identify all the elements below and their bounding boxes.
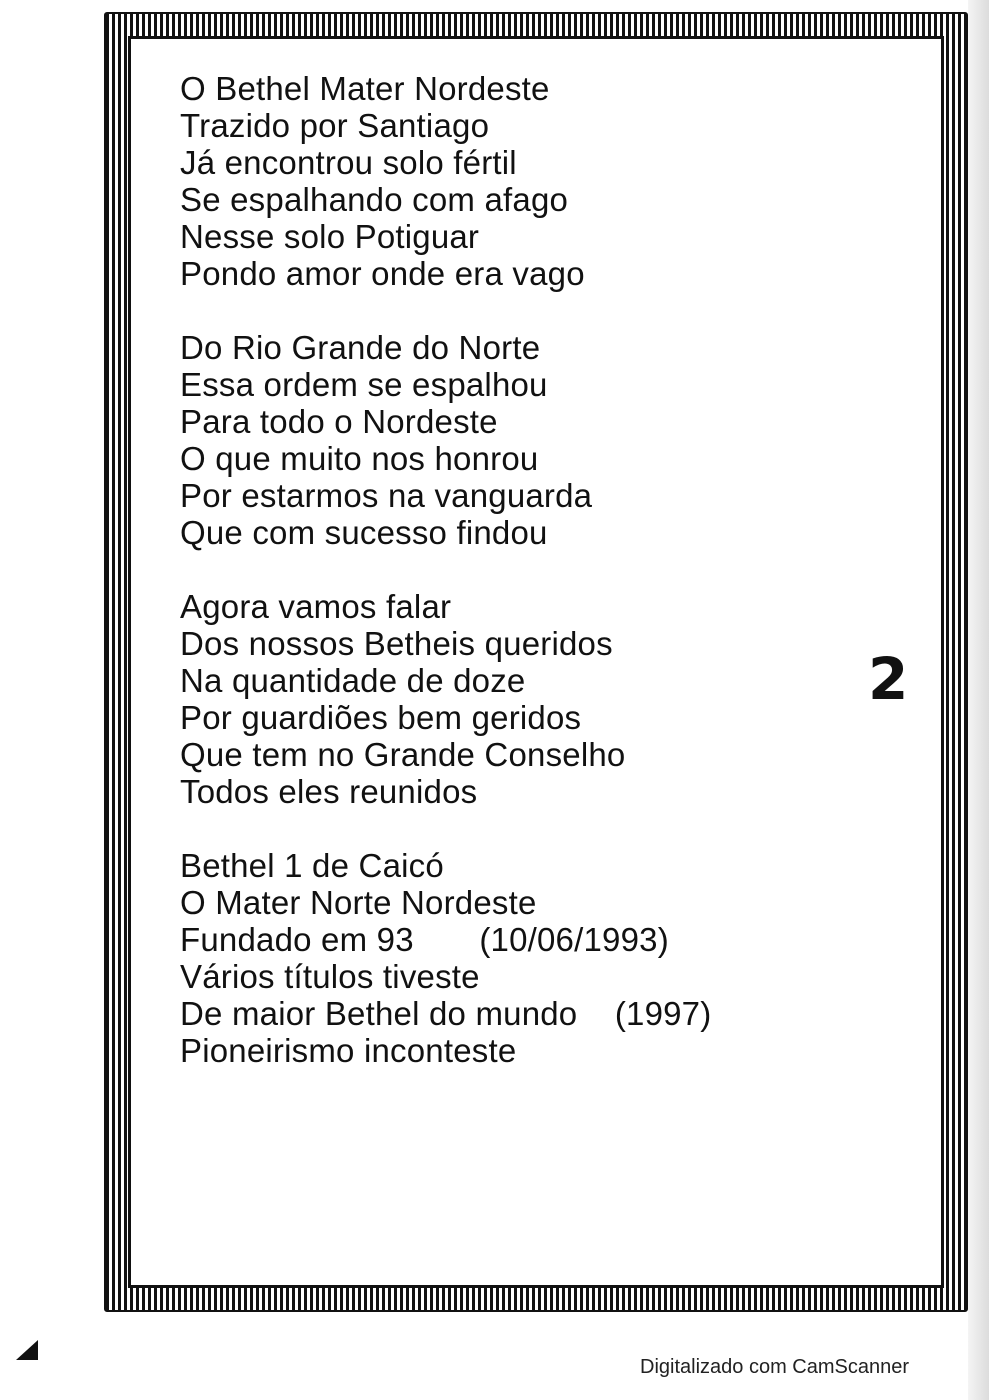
poem-line: O que muito nos honrou — [180, 440, 539, 477]
poem-line: Pioneirismo inconteste — [180, 1032, 517, 1069]
page-number: 2 — [868, 645, 909, 713]
poem-line: Se espalhando com afago — [180, 181, 569, 218]
poem-line: O Bethel Mater Nordeste — [180, 70, 550, 107]
poem-line: Que tem no Grande Conselho — [180, 736, 626, 773]
poem-line: Já encontrou solo fértil — [180, 144, 517, 181]
poem-line: O Mater Norte Nordeste — [180, 884, 537, 921]
poem-line: Trazido por Santiago — [180, 107, 490, 144]
poem-line: Por guardiões bem geridos — [180, 699, 582, 736]
poem-line: Fundado em 93 (10/06/1993) — [180, 921, 669, 958]
scanner-watermark: Digitalizado com CamScanner — [640, 1356, 910, 1378]
poem-line: Bethel 1 de Caicó — [180, 847, 444, 884]
poem-line: Para todo o Nordeste — [180, 403, 498, 440]
poem-line: Dos nossos Betheis queridos — [180, 625, 613, 662]
stanza-1 — [180, 70, 820, 292]
stanza-2 — [180, 329, 820, 551]
stanza-4 — [180, 847, 820, 1069]
poem-line: Que com sucesso findou — [180, 514, 548, 551]
poem-line: Nesse solo Potiguar — [180, 218, 480, 255]
poem-line: Pondo amor onde era vago — [180, 255, 585, 292]
poem-line: Do Rio Grande do Norte — [180, 329, 541, 366]
page-edge-shadow — [968, 0, 989, 1400]
poem-line: Por estarmos na vanguarda — [180, 477, 593, 514]
poem — [180, 70, 820, 1106]
corner-triangle-icon — [16, 1340, 38, 1360]
poem-line: Vários títulos tiveste — [180, 958, 480, 995]
poem-line: Essa ordem se espalhou — [180, 366, 548, 403]
poem-line: Agora vamos falar — [180, 588, 452, 625]
poem-line: De maior Bethel do mundo (1997) — [180, 995, 712, 1032]
poem-line: Na quantidade de doze — [180, 662, 526, 699]
poem-line: Todos eles reunidos — [180, 773, 478, 810]
stanza-3 — [180, 588, 820, 810]
